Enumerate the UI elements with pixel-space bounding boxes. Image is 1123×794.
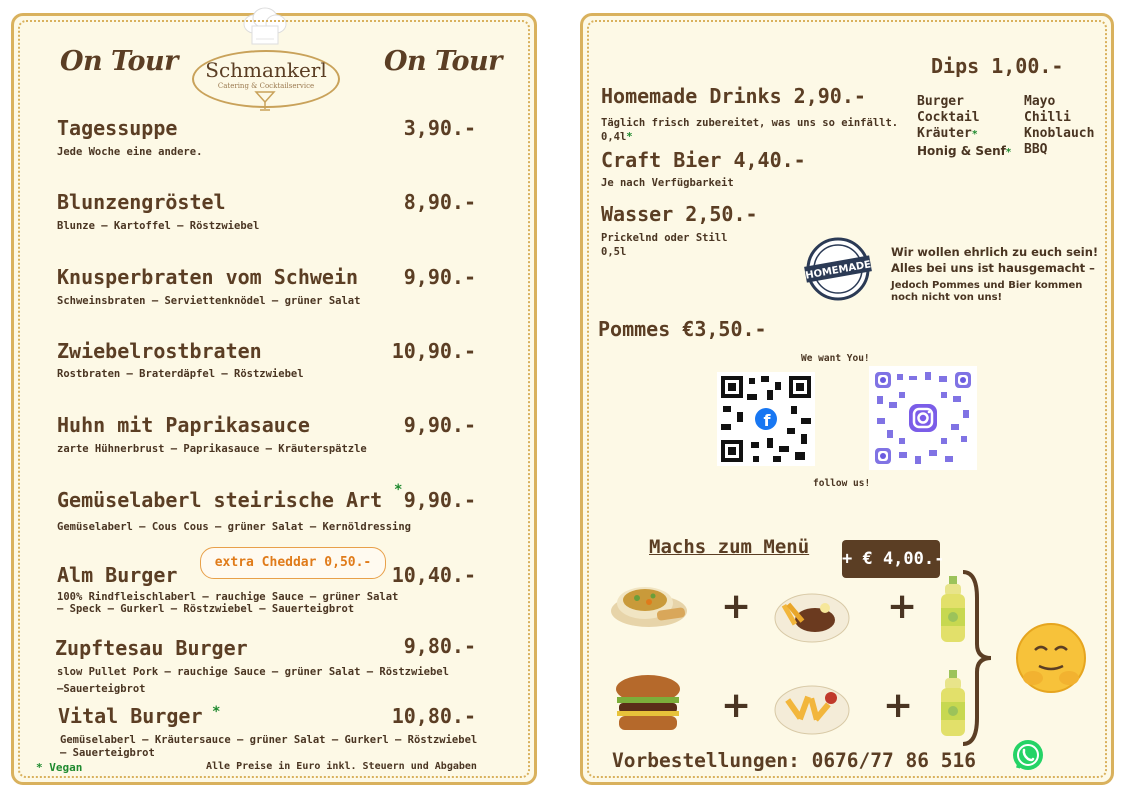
item-description: 100% Rindfleischlaberl – rauchige Sauce – grüner Salat [57,591,399,603]
homemade-text [891,244,1098,276]
dip-item: Chilli [1024,110,1071,125]
item-price: 3,90.- [403,116,476,140]
dip-item: Knoblauch [1024,126,1095,141]
dip-item-honig [917,143,1011,161]
plus-icon: + [883,685,914,726]
brace-icon [959,568,995,748]
svg-text:f: f [763,411,771,430]
dips-title: Dips 1,00.- [931,54,1064,78]
drink-wasser: Wasser 2,50.- [601,202,758,226]
plus-icon: + [721,685,752,726]
item-description-2: – Sauerteigbrot [60,747,155,759]
plus-icon: + [721,586,752,627]
dip-item: Burger [917,94,964,109]
item-name: Vital Burger [58,704,203,728]
homemade-line: Jedoch Pommes und Bier kommen [891,280,1083,291]
plus-icon: + [887,586,918,627]
item-description-2: – Speck – Gurkerl – Röstzwiebel – Sauerteigbrot [57,603,355,615]
item-description: zarte Hühnerbrust – Paprikasauce – Kräuterspätzle [57,443,367,455]
item-name: Huhn mit Paprikasauce [57,413,310,437]
logo-title: Schmankerl [205,58,327,82]
drink-wasser-desc: Prickelnd oder Still [601,232,728,244]
extra-cheddar-badge [200,547,386,579]
price-note: Alle Preise in Euro inkl. Steuern und Abgaben [206,761,477,772]
pommes-price: Pommes €3,50.- [598,317,767,341]
item-description: Gemüselaberl – Cous Cous – grüner Salat – Kernöldressing [57,521,412,533]
vegan-marker: * [212,704,221,720]
item-price: 10,40.- [391,563,476,587]
drink-craft-bier: Craft Bier 4,40.- [601,148,806,172]
item-price: 8,90.- [403,190,476,214]
item-price: 9,80.- [403,634,476,658]
dips-list-1 [917,94,1011,161]
extra-cheddar-label: extra Cheddar 0,50.- [214,555,372,570]
homemade-line: Wir wollen ehrlich zu euch sein! [891,245,1099,259]
dip-item: Kräuter [917,126,972,141]
menu-title: Machs zum Menü [649,536,810,558]
chef-hat-icon [242,6,288,50]
item-description: Schweinsbraten – Serviettenknödel – grüner Salat [57,295,361,307]
menu-left-panel [11,13,537,785]
smiley-icon [1013,620,1089,696]
instagram-qr-icon[interactable] [869,366,977,470]
homemade-line: Alles bei uns ist hausgemacht – [891,261,1095,275]
facebook-qr-icon[interactable] [717,372,815,466]
item-description: slow Pullet Pork – rauchige Sauce – grüner Salat – Röstzwiebel [57,666,449,678]
vegan-marker: * [971,129,978,140]
dips-list-2 [1024,94,1094,158]
item-description: Rostbraten – Braterdäpfel – Röstzwiebel [57,368,304,380]
drink-homemade-size-text: 0,4l [601,131,627,143]
drink-homemade-desc: Täglich frisch zubereitet, was uns so einfällt. [601,117,899,129]
menu-price: + € 4,00.- [842,549,945,569]
logo-subtitle: Catering & Cocktailservice [217,82,315,90]
item-price: 10,90.- [391,339,476,363]
homemade-text-2 [891,280,1082,304]
item-price: 9,90.- [403,265,476,289]
item-description: Gemüselaberl – Kräutersauce – grüner Salat – Gurkerl – Röstzwiebel [60,734,478,746]
item-price: 10,80.- [391,704,476,728]
drink-homemade-size [601,130,633,144]
brand-on-tour-left: On Tour [60,46,178,77]
fries-icon [773,680,851,736]
vegan-note: * Vegan [36,761,83,774]
dip-item: Mayo [1024,94,1056,109]
dip-item: Cocktail [917,110,980,125]
item-name: Zwiebelrostbraten [57,339,262,363]
item-name: Gemüselaberl steirische Art [57,488,383,512]
vegan-marker: * [626,131,633,143]
cocktail-glass-icon [254,90,276,112]
drink-wasser-size: 0,5l [601,246,627,258]
steak-icon [773,588,851,644]
homemade-line: noch nicht von uns! [891,292,1003,303]
item-name: Zupftesau Burger [55,636,248,660]
dip-item-kraeuter [917,126,1011,143]
dip-item: BBQ [1024,142,1048,157]
menu-right-panel [580,13,1114,785]
menu-price-badge [842,540,945,578]
item-price: 9,90.- [403,488,476,512]
item-description: Blunze – Kartoffel – Röstzwiebel [57,220,260,232]
item-name: Tagessuppe [57,116,178,140]
preorder-phone[interactable]: Vorbestellungen: 0676/77 86 516 [612,749,976,772]
soup-icon [609,575,689,631]
burger-icon [613,673,683,733]
item-description-2: –Sauerteigbrot [57,683,146,695]
item-name: Knusperbraten vom Schwein [57,265,359,289]
we-want-you: We want You! [801,353,870,364]
follow-us: follow us! [813,478,871,489]
homemade-badge-text: HOMEMADE [804,259,872,282]
drink-homemade: Homemade Drinks 2,90.- [601,84,866,108]
item-description: Jede Woche eine andere. [57,146,203,158]
item-name: Blunzengröstel [57,190,226,214]
vegan-marker: * [1005,147,1012,158]
brand-on-tour-right: On Tour [384,46,502,77]
item-price: 9,90.- [403,413,476,437]
dip-item: Honig & Senf [917,144,1006,158]
drink-craft-bier-desc: Je nach Verfügbarkeit [601,177,734,189]
homemade-badge [803,236,873,302]
vegan-marker: * [394,482,403,498]
item-name: Alm Burger [57,563,178,587]
whatsapp-icon[interactable] [1011,738,1045,772]
